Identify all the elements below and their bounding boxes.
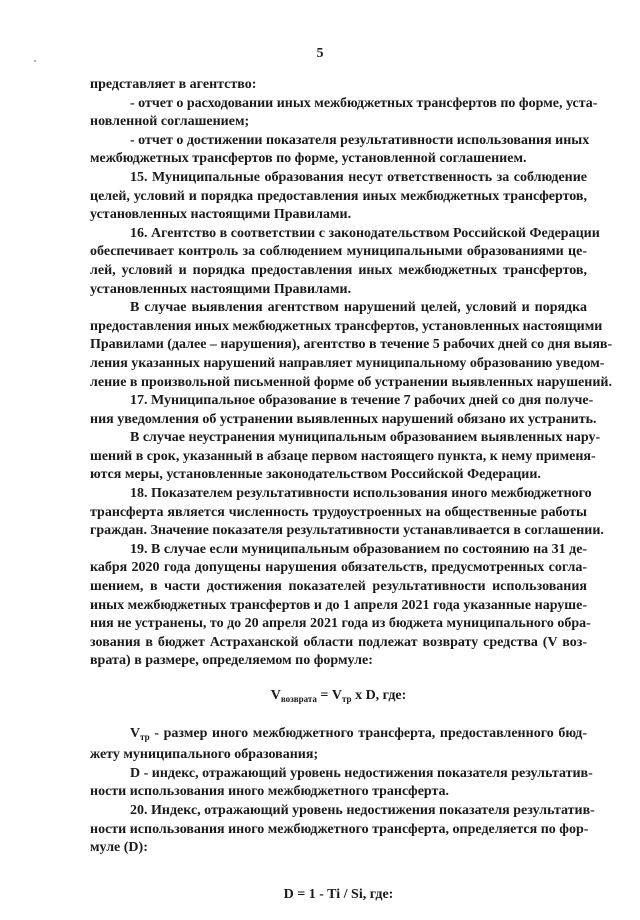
text-line: представляет в агентство: — [90, 77, 257, 92]
formula-eq: = V — [316, 688, 343, 703]
text-line: ление в произвольной письменной форме об устранении выявленных нарушений. — [90, 374, 612, 390]
text-line: В случае выявления агентством нарушений целей, условий и порядка — [130, 300, 587, 316]
text-line: ния не устранены, то до 20 апреля 2021 года из бюджета муниципального обра- — [90, 616, 591, 632]
text-line: лей, условий и порядка предоставления иных межбюджетных трансфертов, — [90, 262, 587, 278]
text-line: шением, в части достижения показателей результативности использования — [90, 579, 587, 595]
text-line: целей, условий и порядка предоставления иных межбюджетных трансфертов, — [90, 188, 587, 204]
text-line: обеспечивает контроль за соблюдением муниципальными образованиями це- — [90, 244, 587, 260]
text-line: кабря 2020 года допущены нарушения обязательств, предусмотренных согла- — [90, 560, 587, 576]
text-line: шений в срок, указанный в абзаце первом настоящего пункта, к нему применя- — [90, 448, 596, 464]
text-line: предоставления иных межбюджетных трансфертов, установленных настоящими — [90, 318, 603, 334]
text-line: - отчет о достижении показателя результативности использования иных — [130, 132, 590, 148]
text-line: новленной соглашением; — [90, 114, 250, 130]
symbol-v: V — [130, 725, 141, 741]
line-text: - размер иного межбюджетного трансферта, предоставленного бюд- — [149, 725, 587, 741]
text-line: ния уведомления об устранении выявленных нарушений обязано их устранить. — [90, 411, 597, 427]
text-line: D - индекс, отражающий уровень недостижения показателя результатив- — [130, 765, 593, 781]
text-line: 18. Показателем результативности использования иного межбюджетного — [130, 486, 592, 502]
text-line: ления указанных нарушений направляет муниципальному образованию уведом- — [90, 355, 605, 371]
formula-v: V — [270, 688, 281, 703]
page-number: 5 — [316, 46, 324, 61]
text-line: 15. Муниципальные образования несут ответственность за соблюдение — [130, 169, 587, 185]
paragraphs-block-1 — [90, 76, 613, 671]
text-line: В случае неустранения муниципальным образованием выявленных нару- — [130, 430, 601, 446]
text-line: 17. Муниципальное образование в течение 7 рабочих дней со дня получе- — [130, 393, 594, 409]
text-line: трансферта является численность трудоустроенных на общественные работы — [90, 504, 587, 520]
formula-tr-subscript: тр — [342, 694, 352, 704]
text-line: ности использования иного межбюджетного трансферта. — [90, 784, 450, 800]
document-body — [90, 76, 613, 920]
text-line: - отчет о расходовании иных межбюджетных трансфертов по форме, уста- — [130, 95, 598, 111]
text-line: ются меры, установленные законодательством Российской Федерации. — [90, 467, 541, 483]
index-formula: D = 1 - Ti / Si, где: — [283, 886, 394, 902]
text-line: 16. Агентство в соответствии с законодательством Российской Федерации — [130, 225, 600, 241]
text-line: ности использования иного межбюджетного трансферта, определяется по фор- — [90, 821, 589, 837]
text-line: межбюджетных трансфертов по форме, установленной соглашением. — [90, 151, 527, 167]
text-line: зования в бюджет Астраханской области подлежат возврату средства (V воз- — [90, 634, 587, 650]
formula-rest: x D, где: — [351, 688, 407, 703]
text-line: 19. В случае если муниципальным образованием по состоянию на 31 де- — [130, 541, 588, 557]
paragraphs-block-2 — [90, 725, 595, 858]
text-line: Правилами (далее – нарушения), агентство в течение 5 рабочих дней со дня выяв- — [90, 337, 613, 353]
text-line: муле (D): — [90, 840, 148, 856]
text-line: 20. Индекс, отражающий уровень недостижения показателя результатив- — [130, 802, 595, 818]
symbol-subscript: тр — [140, 731, 150, 742]
text-line: жету муниципального образования; — [90, 747, 319, 763]
text-line: установленных настоящими Правилами. — [90, 281, 352, 297]
text-line: иных межбюджетных трансфертов и до 1 апреля 2021 года указанные наруше- — [90, 597, 587, 613]
text-line: установленных настоящими Правилами. — [90, 207, 352, 223]
text-line: граждан. Значение показателя результативности устанавливается в соглашении. — [90, 523, 604, 539]
text-line: врата) в размере, определяемом по формуле: — [90, 653, 373, 669]
formula-v-subscript: возврата — [280, 694, 317, 704]
refund-formula — [90, 687, 587, 709]
text-line — [90, 725, 587, 747]
